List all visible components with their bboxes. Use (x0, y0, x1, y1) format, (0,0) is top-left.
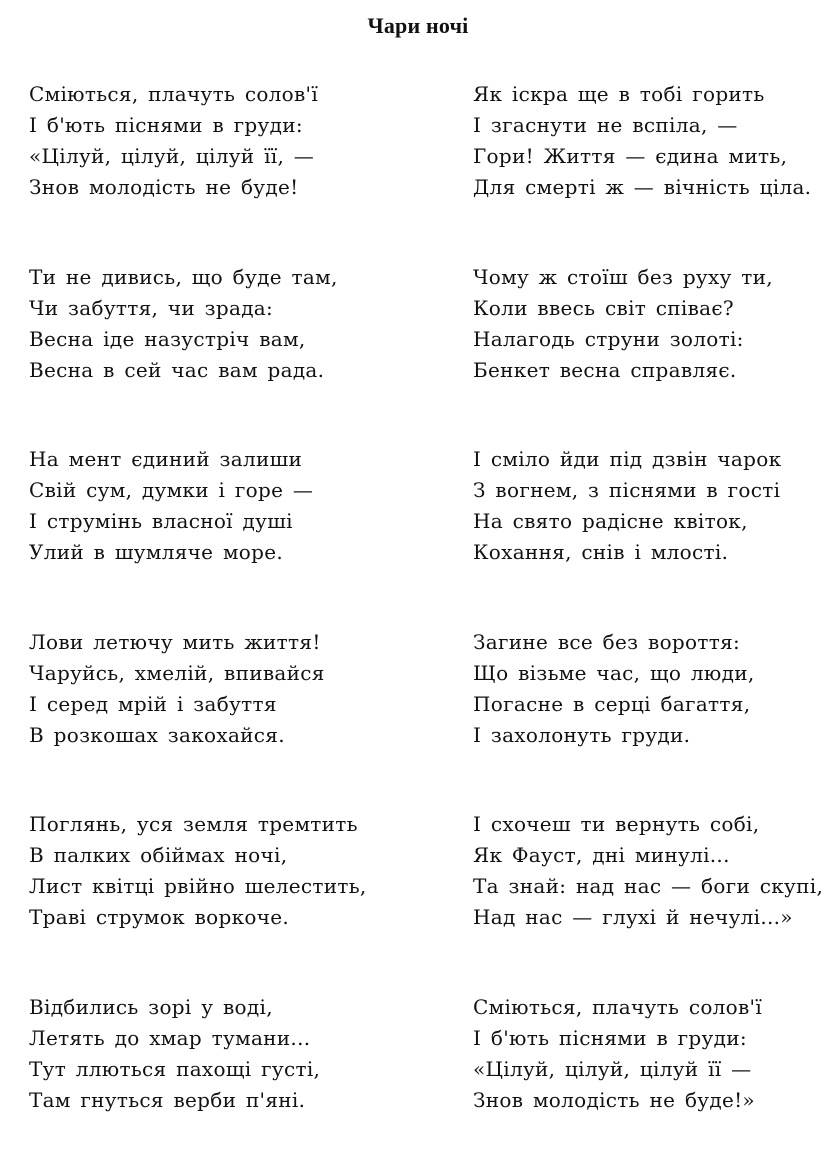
poem-column-right (473, 79, 823, 1174)
stanza (473, 444, 823, 568)
stanza (473, 79, 823, 203)
stanza (473, 809, 823, 933)
stanza (473, 992, 823, 1116)
poem-line: І схочеш ти вернуть собі, (473, 812, 760, 836)
poem-line: Загине все без вороття: (473, 629, 741, 654)
poem-line: Улий в шумляче море. (29, 540, 284, 564)
poem-line: І б'ють піснями в груди: (473, 1025, 747, 1050)
poem-line: Ти не дивись, що буде там, (29, 264, 338, 289)
stanza (29, 444, 367, 568)
poem-line: Як Фауст, дні минулі... (473, 843, 730, 867)
poem-line: На мент єдиний залиши (29, 447, 303, 471)
poem-line: «Цілуй, цілуй, цілуй її — (473, 1056, 752, 1081)
poem-line: Лист квітці рвійно шелестить, (29, 874, 367, 898)
poem-line: Тут ллються пахощі густі, (29, 1056, 321, 1081)
poem-line: Для смерті ж — вічність ціла. (473, 175, 812, 199)
poem-line: В розкошах закохайся. (29, 722, 285, 747)
poem-column-left (29, 79, 367, 1174)
poem-line: Летять до хмар тумани... (29, 1025, 311, 1050)
poem-line: Знов молодість не буде! (29, 175, 299, 199)
poem-line: Знов молодість не буде!» (473, 1087, 755, 1112)
poem-line: Сміються, плачуть солов'ї (29, 82, 319, 106)
poem-line: В палких обіймах ночі, (29, 843, 288, 867)
poem-line: Чому ж стоїш без руху ти, (473, 264, 773, 289)
stanza (29, 992, 367, 1116)
poem-line: І сміло йди під дзвін чарок (473, 447, 782, 471)
poem-line: «Цілуй, цілуй, цілуй її, — (29, 144, 315, 168)
poem-line: Весна іде назустріч вам, (29, 326, 306, 351)
poem-line: Кохання, снів і млості. (473, 540, 729, 564)
poem-line: Поглянь, уся земля тремтить (29, 812, 358, 836)
stanza (29, 627, 367, 751)
poem-line: Як іскра ще в тобі горить (473, 82, 765, 106)
stanza (29, 262, 367, 386)
poem-line: І струмінь власної душі (29, 509, 293, 533)
poem-line: І серед мрій і забуття (29, 691, 277, 716)
stanza (473, 627, 823, 751)
poem-line: Коли ввесь світ співає? (473, 295, 734, 320)
poem-line: Траві струмок воркоче. (29, 905, 290, 929)
poem-line: Що візьме час, що люди, (473, 660, 755, 685)
poem-line: Налагодь струни золоті: (473, 326, 744, 351)
poem-line: Свій сум, думки і горе — (29, 478, 314, 502)
poem-line: На свято радісне квіток, (473, 509, 748, 533)
poem-line: Чи забуття, чи зрада: (29, 295, 274, 320)
poem-line: Над нас — глухі й нечулі...» (473, 905, 793, 929)
poem-line: І захолонуть груди. (473, 722, 691, 747)
poem-line: Погасне в серці багаття, (473, 691, 751, 716)
poem-line: І б'ють піснями в груди: (29, 113, 303, 137)
poem-line: Там гнуться верби п'яні. (29, 1087, 306, 1112)
poem-line: І згаснути не вспіла, — (473, 113, 738, 137)
poem-line: Чаруйсь, хмелій, впивайся (29, 660, 325, 685)
poem-line: Бенкет весна справляє. (473, 357, 737, 382)
poem-line: З вогнем, з піснями в гості (473, 478, 781, 502)
stanza (29, 79, 367, 203)
poem-line: Та знай: над нас — боги скупі, (473, 874, 824, 898)
poem-line: Весна в сей час вам рада. (29, 357, 325, 382)
poem-line: Відбились зорі у воді, (29, 994, 273, 1019)
poem-line: Лови летючу мить життя! (29, 629, 321, 654)
poem-line: Гори! Життя — єдина мить, (473, 144, 788, 168)
poem-line: Сміються, плачуть солов'ї (473, 994, 763, 1019)
stanza (473, 262, 823, 386)
stanza (29, 809, 367, 933)
poem-title: Чари ночі (367, 13, 469, 38)
